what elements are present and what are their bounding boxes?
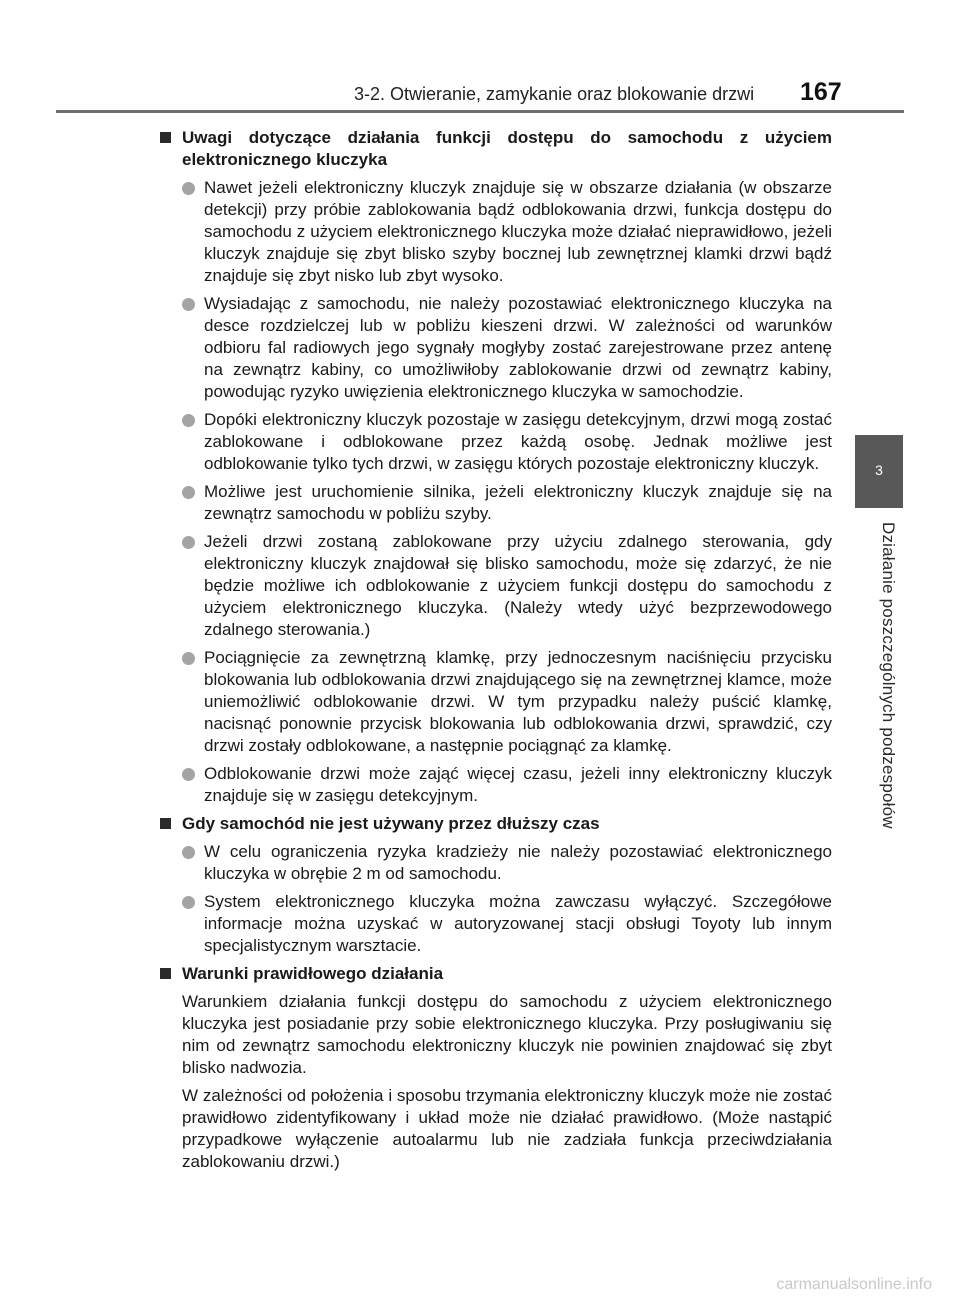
circle-bullet-icon [182,846,195,859]
list-item [160,177,832,287]
list-item-text: System elektronicznego kluczyka można zawczasu wyłączyć. Szczegółowe informacje można uzyskać w autoryzowanej stacji obsługi Toyoty lub innym specjalistycznym warsztacie. [204,892,832,955]
section-notes [160,127,832,807]
list-item [160,409,832,475]
header-divider [56,110,904,113]
list-item [160,841,832,885]
list-item-text: Nawet jeżeli elektroniczny kluczyk znajduje się w obszarze działania (w obszarze detekcji) przy próbie zablokowania bądź odblokowania drzwi, funkcja dostępu do samochodu z użyciem elektronicznego kluczyka może działać nieprawidłowo, jeżeli kluczyk znajduje się zbyt blisko szyby bocznej lub zewnętrznej klamki drzwi bądź znajduje się zbyt nisko lub zbyt wysoko. [204,178,832,285]
circle-bullet-icon [182,896,195,909]
list-item-text: Możliwe jest uruchomienie silnika, jeżeli elektroniczny kluczyk znajduje się na zewnątrz samochodu w pobliżu szyby. [204,482,832,523]
heading-text: Uwagi dotyczące działania funkcji dostępu do samochodu z użyciem elektronicznego kluczyka [182,128,832,169]
paragraph: W zależności od położenia i sposobu trzymania elektroniczny kluczyk może nie zostać prawidłowo zidentyfikowany i układ może nie działać prawidłowo. (Może nastąpić przypadkowe wyłączenie autoalarmu lub nie zadziała funkcja przeciwdziałania zablokowaniu drzwi.) [182,1086,832,1171]
section-heading [160,813,832,835]
chapter-title-vertical [868,522,898,862]
circle-bullet-icon [182,486,195,499]
circle-bullet-icon [182,298,195,311]
list-item [160,531,832,641]
paragraph: Warunkiem działania funkcji dostępu do samochodu z użyciem elektronicznego kluczyka jest posiadanie przy sobie elektronicznego kluczyka. Przy posługiwaniu się nim od zewnątrz samochodu elektroniczny kluczyk nie powinien znajdować się zbyt blisko nadwozia. [182,992,832,1077]
list-item-text: Dopóki elektroniczny kluczyk pozostaje w zasięgu detekcyjnym, drzwi mogą zostać zablokowane i odblokowane przez każdą osobę. Jednak możliwe jest odblokowanie tylko tych drzwi, w zasięgu których pozostaje elektroniczny kluczyk. [204,410,832,473]
list-item-text: Odblokowanie drzwi może zająć więcej czasu, jeżeli inny elektroniczny kluczyk znajduje się w zasięgu detekcyjnym. [204,764,832,805]
page-content [160,127,832,1179]
list-item [160,647,832,757]
square-bullet-icon [160,132,171,143]
page-number: 167 [800,78,842,106]
circle-bullet-icon [182,768,195,781]
heading-text: Gdy samochód nie jest używany przez dłuższy czas [182,814,600,833]
section-operating-conditions [160,963,832,1173]
section-heading [160,963,832,985]
circle-bullet-icon [182,182,195,195]
page-header [56,80,904,114]
list-item-text: W celu ograniczenia ryzyka kradzieży nie należy pozostawiać elektronicznego kluczyka w obrębie 2 m od samochodu. [204,842,832,883]
list-item [160,481,832,525]
chapter-title: Działanie poszczególnych podzespołów [879,522,898,829]
list-item-text: Jeżeli drzwi zostaną zablokowane przy użyciu zdalnego sterowania, gdy elektroniczny kluczyk znajdował się blisko samochodu, może się zdarzyć, że nie będzie możliwe ich odblokowanie z użyciem funkcji dostępu do samochodu z użyciem elektronicznego kluczyka. (Należy wtedy użyć bezprzewodowego zdalnego sterowania.) [204,532,832,639]
section-heading [160,127,832,171]
section-long-term-parking [160,813,832,957]
list-item [160,763,832,807]
circle-bullet-icon [182,652,195,665]
list-item-text: Pociągnięcie za zewnętrzną klamkę, przy jednoczesnym naciśnięciu przycisku blokowania lub odblokowania drzwi znajdującego się na zewnętrznej klamce, może uniemożliwić odblokowanie drzwi. W tym przypadku należy puścić klamkę, nacisnąć ponownie przycisk blokowania lub odblokowania drzwi, sprawdzić, czy drzwi zostały odblokowane, a następnie pociągnąć za klamkę. [204,648,832,755]
watermark: carmanualsonline.info [776,1276,932,1293]
circle-bullet-icon [182,414,195,427]
circle-bullet-icon [182,536,195,549]
chapter-tab [855,435,903,508]
list-item [160,293,832,403]
square-bullet-icon [160,818,171,829]
heading-text: Warunki prawidłowego działania [182,964,444,983]
chapter-number: 3 [875,462,883,478]
square-bullet-icon [160,968,171,979]
list-item [160,891,832,957]
section-title: 3-2. Otwieranie, zamykanie oraz blokowanie drzwi [354,84,755,104]
list-item-text: Wysiadając z samochodu, nie należy pozostawiać elektronicznego kluczyka na desce rozdzielczej lub w pobliżu kieszeni drzwi. W zależności od warunków odbioru fal radiowych jego sygnały mogłyby zostać zarejestrowane przez antenę na zewnątrz kabiny, co umożliwiłoby zablokowanie drzwi od zewnątrz kabiny, powodując ryzyko uwięzienia elektronicznego kluczyka w samochodzie. [204,294,832,401]
